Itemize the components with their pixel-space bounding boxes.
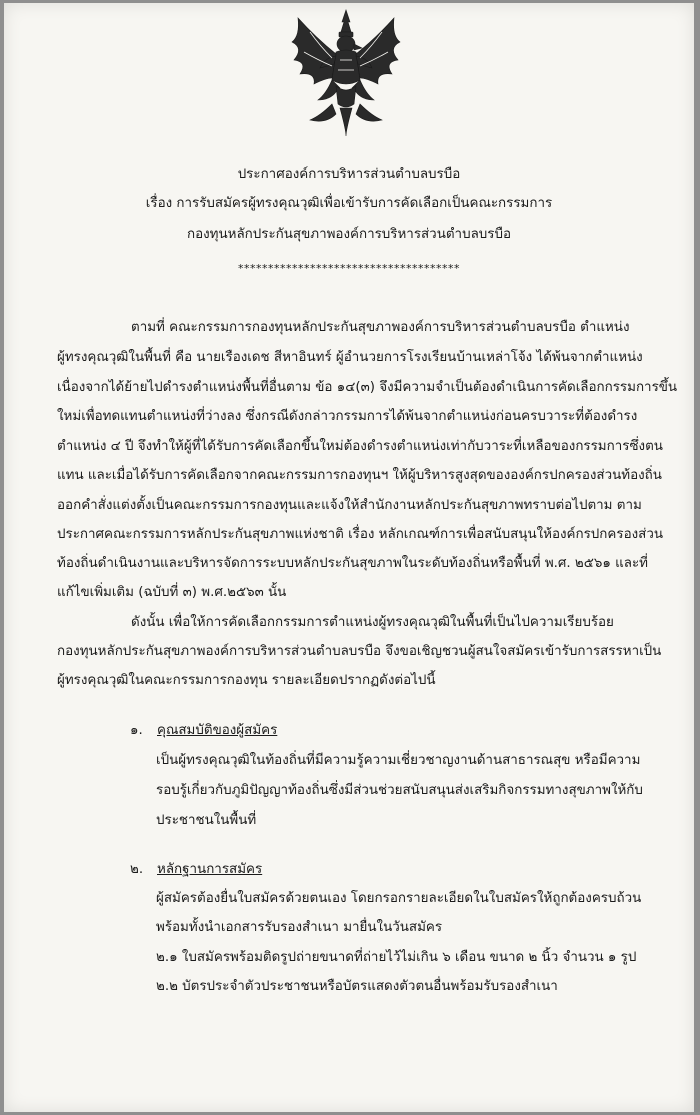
paragraph-line: ท้องถิ่นดำเนินงานและบริหารจัดการระบบหลักประกันสุขภาพในระดับท้องถิ่นหรือพื้นที่ พ.ศ. ๒๕๖๑ และที่ [57, 556, 649, 571]
paragraph-line: ดังนั้น เพื่อให้การคัดเลือกกรรมการตำแหน่งผู้ทรงคุณวุฒิในพื้นที่เป็นไปความเรียบร้อย [131, 615, 614, 630]
divider-asterisks: ************************************* [238, 262, 460, 275]
garuda-emblem [270, 8, 422, 140]
section-line: ๒.๒ บัตรประจำตัวประชาชนหรือบัตรแสดงตัวตนอื่นพร้อมรับรองสำเนา [156, 979, 558, 994]
section-line: ผู้สมัครต้องยื่นใบสมัครด้วยตนเอง โดยกรอกรายละเอียดในใบสมัครให้ถูกต้องครบถ้วน [156, 891, 642, 906]
announcement-subject: เรื่อง การรับสมัครผู้ทรงคุณวุฒิเพื่อเข้ารับการคัดเลือกเป็นคณะกรรมการ [145, 196, 553, 211]
section-line: รอบรู้เกี่ยวกับภูมิปัญญาท้องถิ่นซึ่งมีส่วนช่วยสนับสนุนส่งเสริมกิจกรรมทางสุขภาพให้กับ [156, 783, 643, 798]
paragraph-line: ผู้ทรงคุณวุฒิในพื้นที่ คือ นายเรืองเดช สีหาอินทร์ ผู้อำนวยการโรงเรียนบ้านเหล่าโจ้ง ได้พ้นจากตำแหน่ง [57, 350, 643, 365]
section-line: ๒.๑ ใบสมัครพร้อมติดรูปถ่ายขนาดที่ถ่ายไว้ไม่เกิน ๖ เดือน ขนาด ๒ นิ้ว จำนวน ๑ รูป [156, 950, 637, 965]
paragraph-line: ผู้ทรงคุณวุฒิในคณะกรรมการกองทุน รายละเอียดปรากฏดังต่อไปนี้ [57, 673, 436, 688]
paragraph-line: กองทุนหลักประกันสุขภาพองค์การบริหารส่วนตำบลบรบือ จึงขอเชิญชวนผู้สนใจสมัครเข้ารับการสรรหาเป็น [57, 644, 662, 659]
section-number: ๒. [130, 862, 144, 877]
paragraph-line: แก้ไขเพิ่มเติม (ฉบับที่ ๓) พ.ศ.๒๕๖๓ นั้น [57, 585, 287, 600]
section-heading: คุณสมบัติของผู้สมัคร [157, 723, 278, 738]
document-page [4, 3, 694, 1112]
paragraph-line: ออกคำสั่งแต่งตั้งเป็นคณะกรรมการกองทุนและแจ้งให้สำนักงานหลักประกันสุขภาพทราบต่อไปตาม ตาม [57, 498, 642, 513]
paragraph-line: ตามที่ คณะกรรมการกองทุนหลักประกันสุขภาพองค์การบริหารส่วนตำบลบรบือ ตำแหน่ง [131, 320, 630, 335]
section-heading: หลักฐานการสมัคร [157, 862, 263, 877]
paragraph-line: แทน และเมื่อได้รับการคัดเลือกจากคณะกรรมการกองทุนฯ ให้ผู้บริหารสูงสุดขององค์กรปกครองส่วนท้องถิ่น [57, 468, 662, 483]
section-line: ประชาชนในพื้นที่ [156, 813, 257, 828]
section-line: เป็นผู้ทรงคุณวุฒิในท้องถิ่นที่มีความรู้ความเชี่ยวชาญงานด้านสาธารณสุข หรือมีความ [156, 753, 641, 768]
announcement-title: ประกาศองค์การบริหารส่วนตำบลบรบือ [237, 167, 461, 182]
section-line: พร้อมทั้งนำเอกสารรับรองสำเนา มายื่นในวันสมัคร [156, 920, 443, 935]
paragraph-line: ตำแหน่ง ๔ ปี จึงทำให้ผู้ที่ได้รับการคัดเลือกขึ้นใหม่ต้องดำรงตำแหน่งเท่ากับวาระที่เหลือของกรรมการซึ่งตน [57, 439, 663, 454]
paragraph-line: ใหม่เพื่อทดแทนตำแหน่งที่ว่างลง ซึ่งกรณีดังกล่าวกรรมการได้พ้นจากตำแหน่งก่อนครบวาระที่ต้องดำรง [57, 409, 638, 424]
section-number: ๑. [130, 723, 143, 738]
announcement-fund-name: กองทุนหลักประกันสุขภาพองค์การบริหารส่วนตำบลบรบือ [186, 227, 512, 242]
paragraph-line: ประกาศคณะกรรมการหลักประกันสุขภาพแห่งชาติ เรื่อง หลักเกณฑ์การเพื่อสนับสนุนให้องค์กรปกครองส่วน [57, 527, 663, 542]
paragraph-line: เนื่องจากได้ย้ายไปดำรงตำแหน่งพื้นที่อื่นตาม ข้อ ๑๔(๓) จึงมีความจำเป็นต้องดำเนินการคัดเลือกกรรมการขึ้น [57, 380, 678, 395]
